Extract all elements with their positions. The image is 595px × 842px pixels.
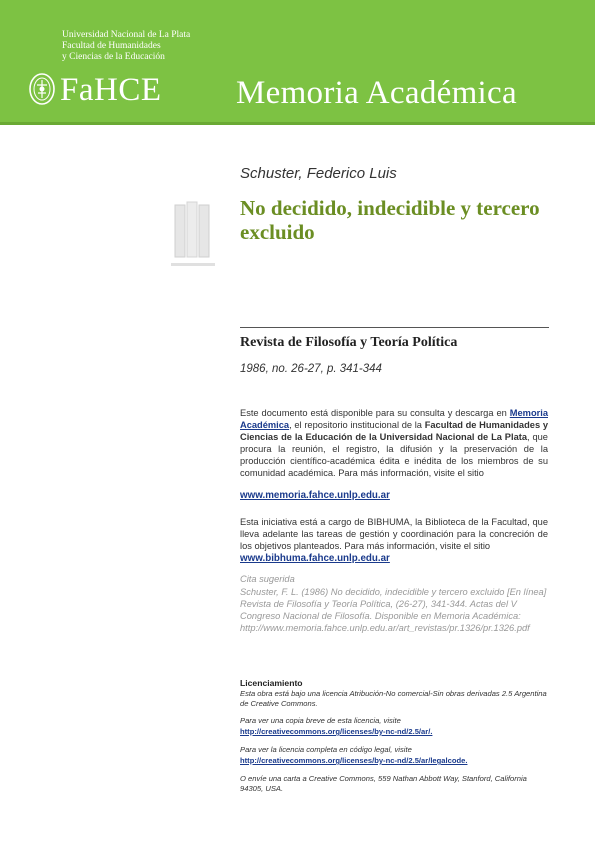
faculty-bold: Facultad de Humanidades y Ciencias de la Educación de la Universidad Nacional de La Plata: [240, 420, 548, 442]
repository-info-text-2: , el repositorio institucional de la: [289, 420, 425, 430]
repository-info: [240, 407, 548, 479]
fahce-logo[interactable]: FaHCE: [60, 72, 162, 108]
bibhuma-info: Esta iniciativa está a cargo de BIBHUMA, la Biblioteca de la Facultad, que lleva adelante las tareas de gestión y coordinación para la concreción de los objetivos planteados. Para más información, visite el sitio: [240, 517, 548, 551]
university-name: [62, 30, 190, 63]
journal-name: Revista de Filosofía y Teoría Política: [240, 335, 458, 350]
document-author: Schuster, Federico Luis: [240, 165, 397, 182]
divider: [240, 327, 549, 328]
university-seal-icon: [28, 72, 56, 106]
bibhuma-site-link[interactable]: www.bibhuma.fahce.unlp.edu.ar: [240, 553, 390, 564]
license-short-link[interactable]: http://creativecommons.org/licenses/by-nc-nd/2.5/ar/.: [240, 727, 433, 736]
memoria-academica-link[interactable]: Memoria Académica: [240, 408, 548, 430]
license-text: Esta obra está bajo una licencia Atribución-No comercial-Sin obras derivadas 2.5 Argentina de Creative Commons.: [240, 689, 547, 708]
license-address: O envíe una carta a Creative Commons, 559 Nathan Abbott Way, Stanford, California 94305, USA.: [240, 774, 527, 793]
repository-info-text-3: , que procura la reunión, el registro, la difusión y la preservación de la producción científico-académica édita e inédita de los miembros de su comunidad académica. Para más información, visite el sitio: [240, 432, 548, 478]
books-icon: [165, 197, 225, 273]
memoria-site-link[interactable]: www.memoria.fahce.unlp.edu.ar: [240, 490, 390, 501]
document-title: No decidido, indecidible y tercero excluido: [240, 196, 540, 244]
faculty-line-2: y Ciencias de la Educación: [62, 52, 165, 62]
license-legal-link[interactable]: http://creativecommons.org/licenses/by-nc-nd/2.5/ar/legalcode.: [240, 756, 468, 765]
site-title[interactable]: Memoria Académica: [236, 75, 517, 111]
faculty-line: Facultad de Humanidades: [62, 41, 161, 51]
citation-text: Schuster, F. L. (1986) No decidido, indecidible y tercero excluido [En línea] Revista de Filosofía y Teoría Política, (26-27), 341-344. Actas del V Congreso Nacional de Filosofía. Disponible en Memoria Académica: http://www.memoria.fahce.unlp.edu.ar/art_revistas/pr.1326/pr.1326.pdf: [240, 587, 547, 633]
citation-label: Cita sugerida: [240, 574, 295, 584]
license-legal-text: Para ver la licencia completa en código legal, visite: [240, 745, 412, 754]
license-title: Licenciamiento: [240, 678, 303, 688]
university-line: Universidad Nacional de La Plata: [62, 30, 191, 40]
license-short-text: Para ver una copia breve de esta licencia, visite: [240, 716, 401, 725]
header-banner-edge: [0, 122, 595, 125]
journal-issue: 1986, no. 26-27, p. 341-344: [240, 363, 382, 375]
repository-info-text: Este documento está disponible para su consulta y descarga en: [240, 408, 510, 418]
